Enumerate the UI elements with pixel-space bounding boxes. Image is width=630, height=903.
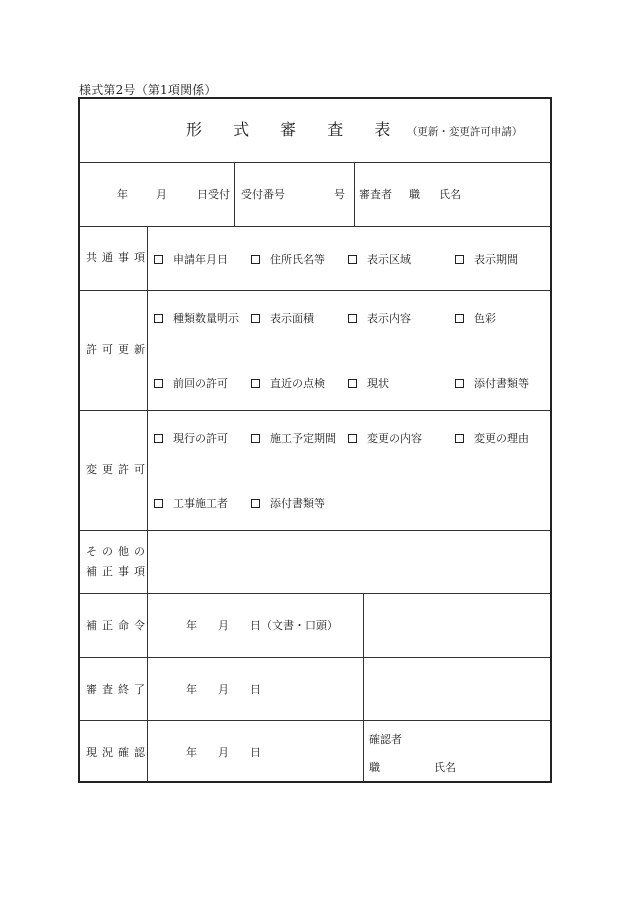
checkbox-contractor[interactable] bbox=[154, 495, 228, 511]
checkbox-square[interactable] bbox=[154, 255, 163, 264]
reception-divider bbox=[354, 163, 355, 226]
checkbox-square[interactable] bbox=[455, 255, 464, 264]
confirmer-label: 確認者 bbox=[369, 733, 402, 746]
correction-order-label: 補正命令 bbox=[86, 619, 150, 632]
row-divider bbox=[80, 657, 550, 658]
checkbox-label: 前回の許可 bbox=[173, 377, 228, 390]
review-end-month-label: 月 bbox=[218, 683, 229, 696]
checkbox-square[interactable] bbox=[154, 499, 163, 508]
checkbox-square[interactable] bbox=[251, 379, 260, 388]
correction-year-label: 年 bbox=[186, 619, 197, 632]
review-end-label: 審査終了 bbox=[86, 683, 150, 696]
checkbox-label: 変更の理由 bbox=[474, 432, 529, 445]
checkbox-attachments[interactable] bbox=[455, 375, 529, 391]
checkbox-type-quantity[interactable] bbox=[154, 310, 239, 326]
checkbox-label: 現状 bbox=[367, 377, 389, 390]
other-corrections-label-line2: 補正事項 bbox=[86, 565, 150, 578]
checkbox-application-date[interactable] bbox=[154, 251, 228, 267]
row-divider bbox=[80, 593, 550, 594]
checkbox-label: 添付書類等 bbox=[474, 377, 529, 390]
correction-day-label: 日（文書・口頭） bbox=[250, 619, 338, 632]
row-divider bbox=[80, 226, 550, 227]
checkbox-address-name[interactable] bbox=[251, 251, 325, 267]
form-title bbox=[186, 120, 523, 139]
checkbox-label: 申請年月日 bbox=[173, 253, 228, 266]
site-check-year-label: 年 bbox=[186, 746, 197, 759]
renewal-label: 許可更新 bbox=[86, 343, 150, 356]
checkbox-recent-inspection[interactable] bbox=[251, 375, 325, 391]
review-end-year-label: 年 bbox=[186, 683, 197, 696]
reception-year-label: 年 bbox=[117, 188, 128, 201]
checkbox-label: 色彩 bbox=[474, 312, 496, 325]
form-title-main: 形 式 審 査 表 bbox=[186, 120, 404, 139]
checkbox-change-content[interactable] bbox=[348, 430, 422, 446]
checkbox-current-state[interactable] bbox=[348, 375, 389, 391]
checkbox-display-surface[interactable] bbox=[251, 310, 314, 326]
checkbox-label: 表示内容 bbox=[367, 312, 411, 325]
examiner-label: 審査者 bbox=[359, 188, 392, 201]
checkbox-square[interactable] bbox=[154, 434, 163, 443]
checkbox-label: 工事施工者 bbox=[173, 497, 228, 510]
common-items-label: 共通事項 bbox=[86, 251, 150, 264]
checkbox-square[interactable] bbox=[455, 314, 464, 323]
checkbox-label: 種類数量明示 bbox=[173, 312, 239, 325]
confirmer-position-label: 職 bbox=[369, 761, 380, 774]
checkbox-previous-permit[interactable] bbox=[154, 375, 228, 391]
checkbox-square[interactable] bbox=[348, 379, 357, 388]
site-check-month-label: 月 bbox=[218, 746, 229, 759]
reception-divider bbox=[234, 163, 235, 226]
checkbox-square[interactable] bbox=[348, 314, 357, 323]
row-divider bbox=[80, 410, 550, 411]
receipt-number-label: 受付番号 bbox=[241, 188, 285, 201]
checkbox-square[interactable] bbox=[251, 255, 260, 264]
form-title-sub: （更新・変更許可申請） bbox=[406, 126, 523, 138]
other-corrections-field[interactable] bbox=[148, 531, 550, 593]
other-corrections-label-line1: その他の bbox=[86, 545, 150, 558]
checkbox-label: 表示面積 bbox=[270, 312, 314, 325]
checkbox-color[interactable] bbox=[455, 310, 496, 326]
checkbox-square[interactable] bbox=[251, 314, 260, 323]
checkbox-change-reason[interactable] bbox=[455, 430, 529, 446]
row-divider bbox=[80, 162, 550, 163]
checkbox-square[interactable] bbox=[348, 255, 357, 264]
checkbox-square[interactable] bbox=[154, 379, 163, 388]
reception-month-label: 月 bbox=[156, 188, 167, 201]
checkbox-label: 表示期間 bbox=[474, 253, 518, 266]
checkbox-square[interactable] bbox=[154, 314, 163, 323]
checkbox-label: 添付書類等 bbox=[270, 497, 325, 510]
checkbox-square[interactable] bbox=[251, 499, 260, 508]
review-form-table bbox=[78, 97, 552, 783]
label-column-divider bbox=[147, 227, 148, 783]
checkbox-square[interactable] bbox=[455, 434, 464, 443]
checkbox-label: 住所氏名等 bbox=[270, 253, 325, 266]
row-divider bbox=[80, 290, 550, 291]
form-number: 様式第2号（第1項関係） bbox=[79, 83, 217, 97]
checkbox-display-area[interactable] bbox=[348, 251, 411, 267]
checkbox-display-period[interactable] bbox=[455, 251, 518, 267]
correction-month-label: 月 bbox=[218, 619, 229, 632]
confirmer-name-label: 氏名 bbox=[434, 761, 456, 774]
checkbox-square[interactable] bbox=[251, 434, 260, 443]
receipt-number-suffix: 号 bbox=[334, 188, 345, 201]
checkbox-square[interactable] bbox=[348, 434, 357, 443]
confirm-column-divider bbox=[363, 594, 364, 783]
checkbox-label: 表示区域 bbox=[367, 253, 411, 266]
checkbox-label: 直近の点検 bbox=[270, 377, 325, 390]
examiner-name-label: 氏名 bbox=[439, 188, 461, 201]
reception-day-label: 日受付 bbox=[197, 188, 230, 201]
row-divider bbox=[80, 720, 550, 721]
review-end-day-label: 日 bbox=[250, 683, 261, 696]
checkbox-current-permit[interactable] bbox=[154, 430, 228, 446]
checkbox-change-attachments[interactable] bbox=[251, 495, 325, 511]
checkbox-label: 施工予定期間 bbox=[270, 432, 336, 445]
site-check-day-label: 日 bbox=[250, 746, 261, 759]
checkbox-construction-period[interactable] bbox=[251, 430, 336, 446]
site-check-label: 現況確認 bbox=[86, 746, 150, 759]
examiner-position-label: 職 bbox=[409, 188, 420, 201]
change-permit-label: 変更許可 bbox=[86, 463, 150, 476]
checkbox-square[interactable] bbox=[455, 379, 464, 388]
checkbox-label: 変更の内容 bbox=[367, 432, 422, 445]
checkbox-label: 現行の許可 bbox=[173, 432, 228, 445]
checkbox-display-content[interactable] bbox=[348, 310, 411, 326]
